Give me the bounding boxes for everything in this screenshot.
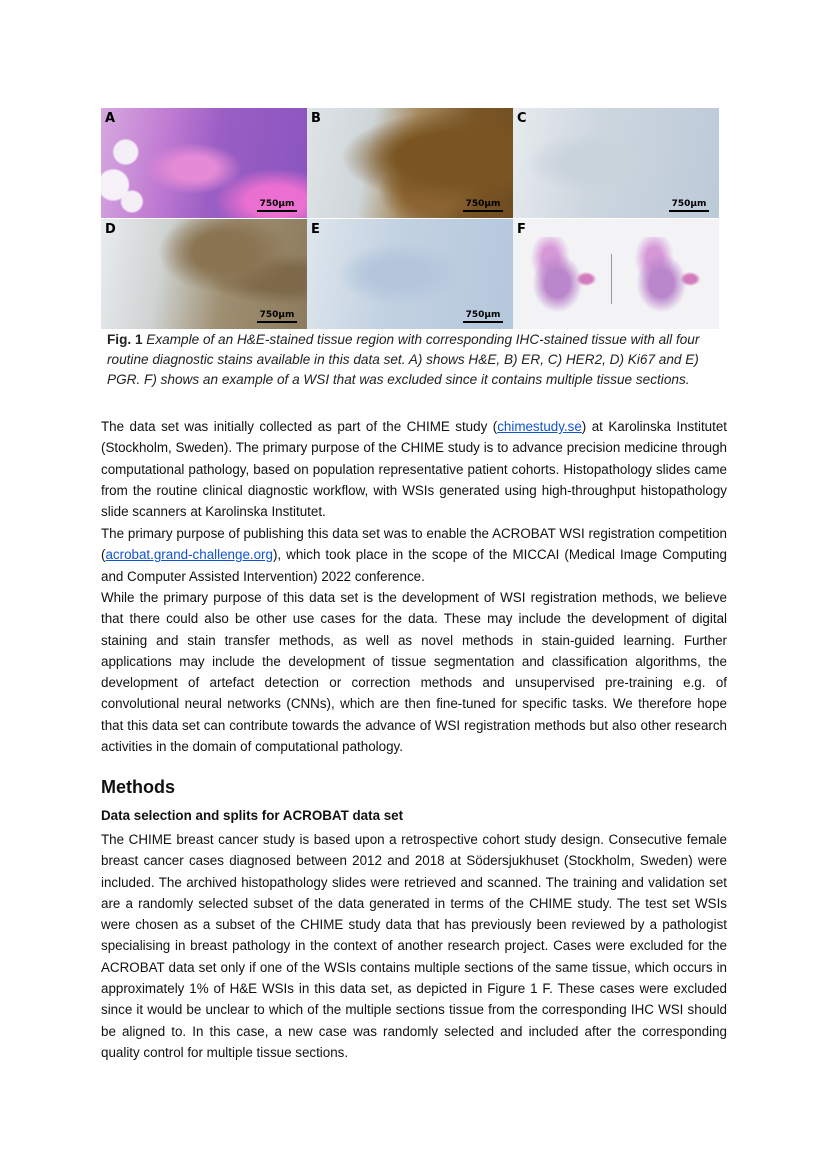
panel-label: D — [105, 222, 116, 237]
tissue-section-image — [629, 237, 701, 321]
panel-label: F — [517, 222, 526, 237]
scale-bar: 750µm — [463, 199, 503, 212]
panel-f-excluded-wsi — [513, 219, 719, 329]
subsection-heading-data-selection: Data selection and splits for ACROBAT data set — [101, 808, 404, 823]
scale-bar: 750µm — [257, 310, 297, 323]
divider — [611, 254, 612, 304]
figure-label: Fig. 1 — [107, 332, 143, 347]
panel-c-her2-stain — [513, 108, 719, 218]
panel-d-ki67-stain — [101, 219, 307, 329]
scale-bar: 750µm — [257, 199, 297, 212]
acrobat-challenge-link[interactable]: acrobat.grand-challenge.org — [105, 547, 273, 563]
panel-label: C — [517, 111, 527, 126]
panel-e-pgr-stain — [307, 219, 513, 329]
panel-label: E — [311, 222, 320, 237]
paragraph-intro: The data set was initially collected as part of the CHIME study (chimestudy.se) at Karolinska Institutet (Stockholm, Sweden). The primary purpose of the CHIME study is to advance precision medicine through computational pathology, based on population representative patient cohorts. Histopathology slides came from the routine clinical diagnostic workflow, with WSIs generated using high-throughput histopathology slide scanners at Karolinska Institutet. — [101, 419, 727, 520]
caption-text: Example of an H&E-stained tissue region with corresponding IHC-stained tissue with all four routine diagnostic stains available in this data set. A) shows H&E, B) ER, C) HER2, D) Ki67 and E) PGR. F) shows an example of a WSI that was excluded since it contains multiple tissue sections. — [107, 332, 700, 387]
panel-b-er-stain — [307, 108, 513, 218]
section-heading-methods: Methods — [101, 777, 175, 797]
figure-1 — [101, 108, 719, 329]
panel-label: A — [105, 111, 116, 126]
scale-bar: 750µm — [669, 199, 709, 212]
tissue-section-image — [525, 237, 597, 321]
figure-caption — [107, 330, 727, 390]
paragraph-methods: The CHIME breast cancer study is based upon a retrospective cohort study design. Consecutive female breast cancer cases diagnosed between 2012 and 2018 at Södersjukhuset (Stockholm, Sweden) were included. The archived histopathology slides were retrieved and scanned. The training and validation set are a randomly selected subset of the data generated in terms of the CHIME study. The test set WSIs were chosen as a subset of the CHIME study data that has previously been reviewed by a pathologist specialising in breast pathology in the context of another research project. Cases were excluded for the ACROBAT data set only if one of the WSIs contains multiple sections of the same tissue, which occurs in approximately 1% of H&E WSIs in this data set, as depicted in Figure 1 F. These cases were excluded since it would be unclear to which of the multiple sections tissue from the corresponding IHC WSI should be aligned to. In this case, a new case was randomly selected and included after the corresponding quality control for multiple tissue sections. — [101, 832, 727, 1060]
panel-a-he-stain — [101, 108, 307, 218]
chimestudy-link[interactable]: chimestudy.se — [497, 419, 582, 434]
panel-label: B — [311, 111, 321, 126]
paragraph-use-cases: While the primary purpose of this data set is the development of WSI registration methods, we believe that there could also be other use cases for the data. These may include the development of digital staining and stain transfer methods, as well as novel methods in stain-guided learning. Further applications may include the development of tissue segmentation and classification algorithms, the development of artefact detection or correction methods and unsupervised pre-training e.g. of convolutional neural networks (CNNs), which are then fine-tuned for specific tasks. We therefore hope that this data set can contribute towards the advance of WSI registration methods but also other research activities in the domain of computational pathology. — [101, 590, 727, 755]
paragraph-purpose: The primary purpose of publishing this data set was to enable the ACROBAT WSI registration competition (acrobat.grand-challenge.org), which took place in the scope of the MICCAI (Medical Image Computing and Computer Assisted Intervention) 2022 conference. — [101, 526, 727, 584]
scale-bar: 750µm — [463, 310, 503, 323]
